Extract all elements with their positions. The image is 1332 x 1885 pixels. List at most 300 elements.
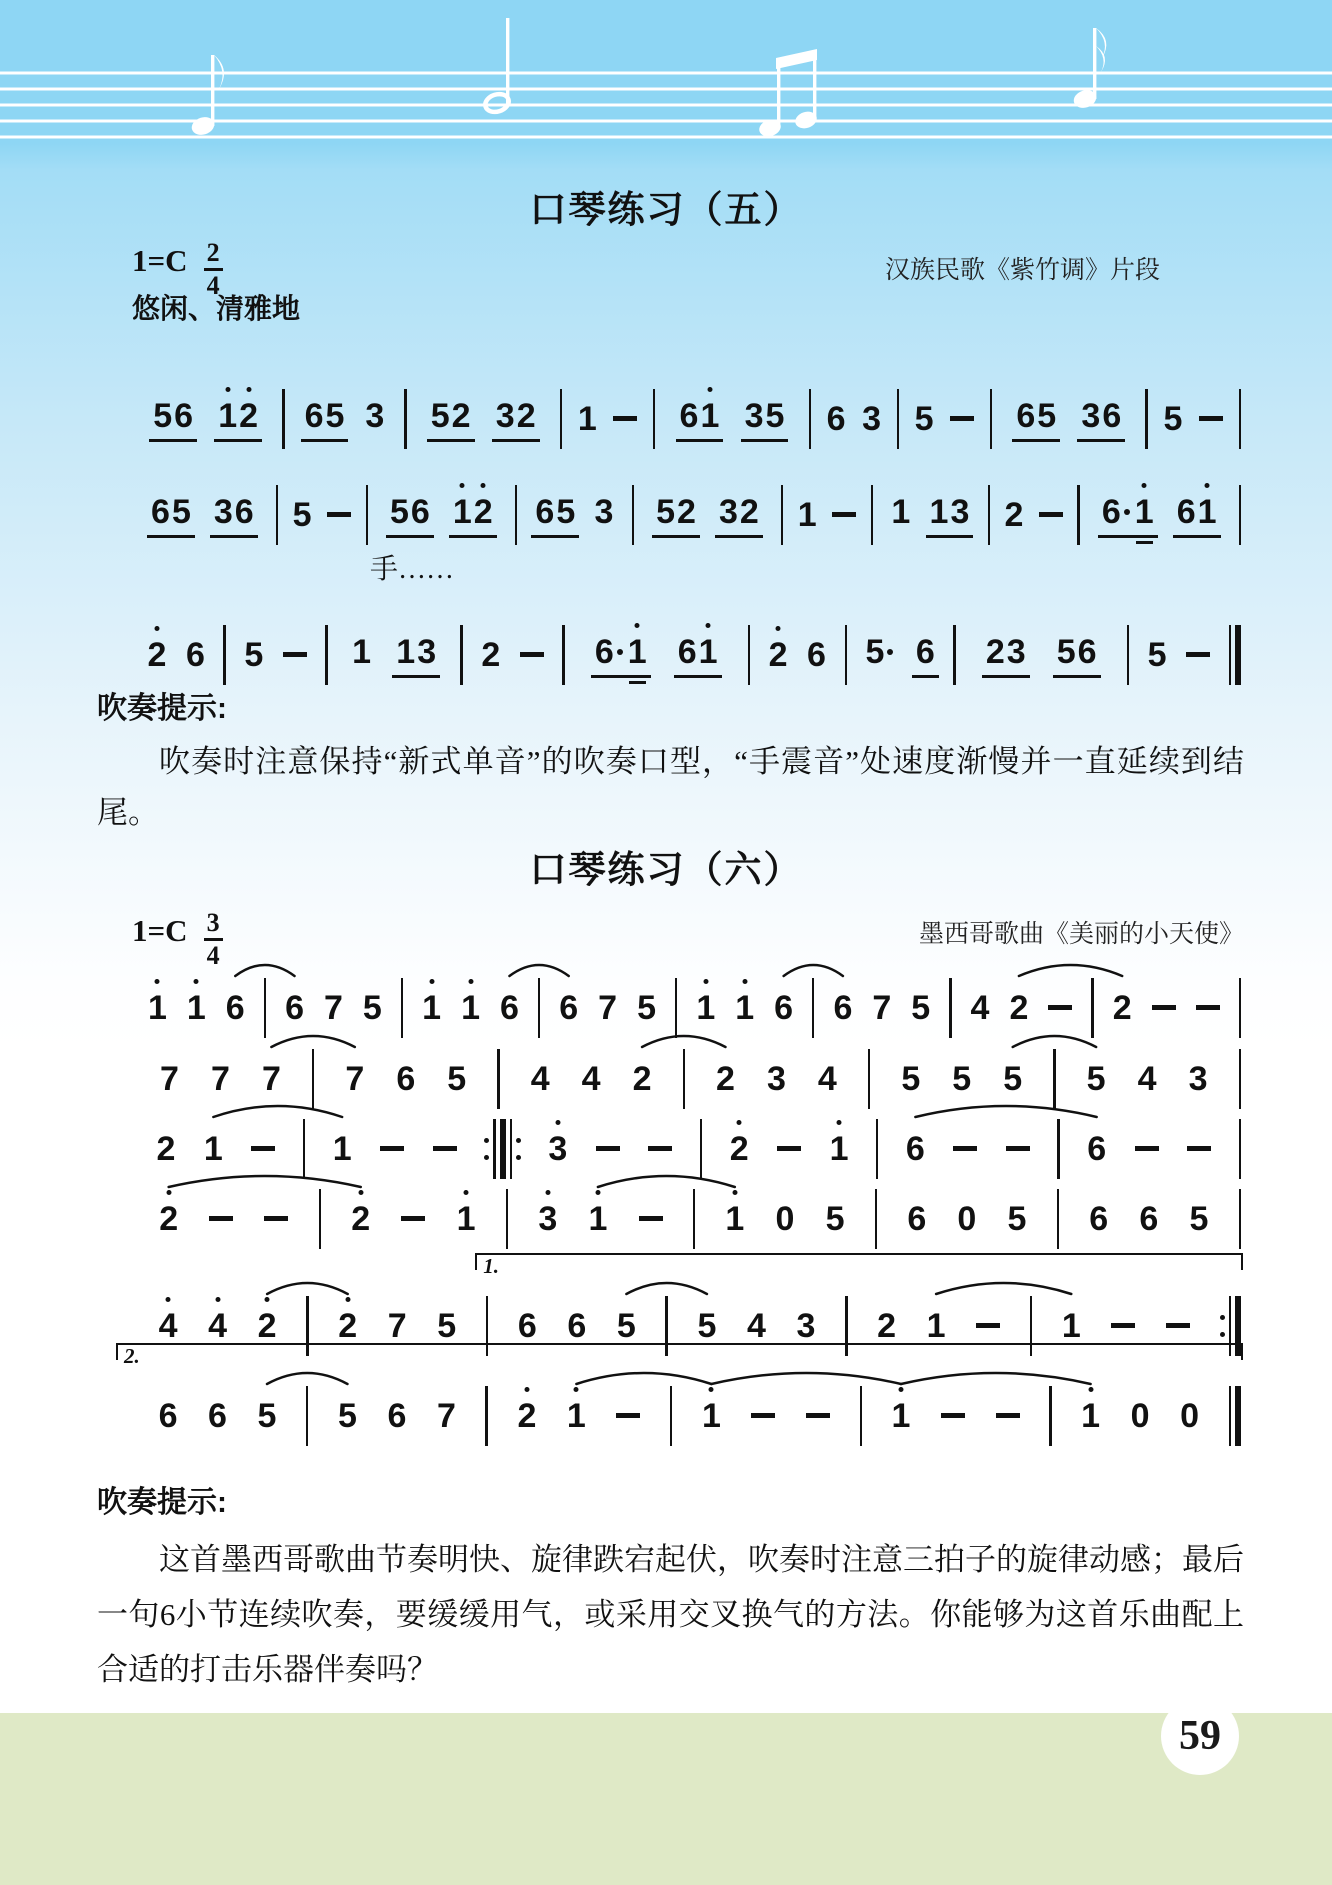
measure [863,1397,1048,1435]
dash-note [941,1413,965,1418]
beam-group [348,633,375,671]
notation-measures [130,1116,1242,1182]
note-digit: 1 [1061,1307,1081,1345]
bar-thin [1030,1296,1032,1356]
repeat-dots [484,1119,489,1179]
barline-single [1053,1049,1055,1109]
barline-single [875,1189,877,1249]
note-digit: 5 [914,400,934,438]
note-digit: 0 [1130,1397,1150,1435]
bar-thin [675,978,677,1038]
note [950,400,974,421]
beam-group [453,1200,480,1238]
note [1078,633,1097,671]
beam-group [1195,400,1227,421]
beam-group [1159,400,1186,438]
note-digit: 5 [244,636,264,674]
bar-thin [510,1119,512,1179]
beam-group [1085,1200,1112,1238]
beam-group [692,989,719,1027]
barline-single [282,389,284,449]
note-digit: 1 [725,1200,745,1238]
measure [227,636,325,674]
octave-dot [345,1297,350,1302]
note-digit: 6 [387,1397,407,1435]
beam-group [1035,496,1067,517]
note [531,1060,550,1098]
note-digit: 7 [872,989,892,1027]
barline-single [949,978,951,1038]
note-digit: 5 [1086,1060,1106,1098]
dash-note [613,416,637,421]
beam-group [323,496,355,517]
repeat-dots [1220,1296,1225,1356]
dot [516,1155,521,1160]
beam-group [771,1200,798,1238]
dash-note [976,1323,1000,1328]
bar-thin [1127,625,1129,685]
octave-dot [155,979,160,984]
beam-group [953,1200,980,1238]
barline-single [670,1386,672,1446]
beam-group [578,1060,605,1098]
bar-thick [500,1119,506,1179]
measure [993,397,1144,442]
note [548,1130,567,1168]
note [769,636,788,674]
measure [130,1397,305,1435]
beam-group [1083,1130,1110,1168]
beam-group [376,1130,408,1151]
note-digit: 5 [153,396,173,435]
note [826,1200,845,1238]
note-digit: 5 [637,989,656,1027]
beam-group [633,989,660,1027]
beam-group [887,493,914,531]
dash-note [327,512,351,517]
measure [130,1130,302,1168]
note [891,493,910,531]
note-digit: 6 [535,492,555,531]
beam-group [828,496,860,517]
note-digit: 2 [1004,496,1024,534]
note-digit: 6 [1101,492,1121,531]
dash-note [953,1146,977,1151]
beam-group [946,400,978,421]
note [865,633,896,671]
octave-dot [194,979,199,984]
bar-thin [871,485,873,545]
note-digit: 2 [985,632,1005,671]
volta-bracket [475,1253,1243,1278]
note-digit: 6 [1139,1200,1159,1238]
beam-group [477,636,504,674]
tie-arc [784,965,843,976]
note [1062,1307,1081,1345]
note [950,493,969,531]
note-digit: 6 [410,492,430,531]
note [396,1060,415,1098]
beam-group [823,400,850,438]
note [595,633,626,671]
page-number-badge [1161,1697,1239,1775]
note-digit: 5 [952,1060,972,1098]
bar-thin [700,1119,702,1179]
note-digit: 3 [718,492,738,531]
note [1166,1307,1190,1328]
exercise5-source: 汉族民歌《紫竹调》片段 [884,257,1160,284]
note [159,1397,178,1435]
bar-thin [460,625,462,685]
beam-group [384,1307,411,1345]
dash-note [264,1216,288,1221]
bar-thin [1077,485,1079,545]
note-digit: 3 [594,492,614,531]
measure [1095,989,1238,1027]
beamed-eighth-notes-icon [757,49,819,139]
note [159,1307,178,1345]
note-digit: 6 [915,632,935,671]
tie-arc [936,1283,1071,1294]
key-label: 1=C [132,913,188,948]
note-digit: 3 [950,492,970,531]
beam-group [144,636,171,674]
barline-single [1049,1386,1051,1446]
beam-group [629,1060,656,1098]
measure [489,1307,664,1345]
dot [516,1138,521,1143]
bar-thin [1239,1119,1241,1179]
octave-dot [732,1190,737,1195]
note [906,1130,925,1168]
beam-group [347,1200,374,1238]
bar-thin [1057,1189,1059,1249]
note-digit: 7 [436,1397,456,1435]
note [327,496,351,517]
note [716,1060,735,1098]
note [725,1200,744,1238]
barline-single [401,978,403,1038]
note-digit: 2 [473,492,493,531]
note [187,989,206,1027]
beam-group [911,400,938,438]
dash-note [832,512,856,517]
note [616,1397,640,1418]
barline-single [845,1296,847,1356]
volta-bracket [116,1343,1243,1368]
measure [1053,1397,1228,1435]
octave-dot [464,1190,469,1195]
note [1196,989,1220,1010]
note [953,1130,977,1151]
barline-single [319,1189,321,1249]
measure [669,1307,844,1345]
barline-single [990,389,992,449]
note [153,397,172,435]
note-digit: 7 [261,1060,281,1098]
note-digit: 0 [1180,1397,1200,1435]
beam-group [240,636,267,674]
beam-group [861,633,900,671]
note [251,1130,275,1151]
bar-thin [366,485,368,545]
note-digit: 1 [186,989,206,1027]
beam-group [949,1130,981,1151]
note [996,1397,1020,1418]
note [901,1060,920,1098]
barline-single [1239,978,1241,1038]
dash-note [520,652,544,657]
note-digit: 1 [1081,1397,1101,1435]
dash-note [950,416,974,421]
barline-repeat-end [1220,1296,1241,1356]
note-digit: 6 [158,1397,178,1435]
beam-group [635,1200,667,1221]
beam-group [152,1130,179,1168]
note-digit: 3 [213,492,233,531]
note [872,989,891,1027]
dash-note [1111,1323,1135,1328]
note [363,989,382,1027]
bar-thin [312,1049,314,1109]
bar-thin [693,1189,695,1249]
notation-line [130,386,1242,452]
beam-group [591,633,651,678]
beam-group [765,636,792,674]
measure [501,1060,682,1098]
note [595,493,614,531]
meter-fraction [204,909,223,970]
note [1180,1397,1199,1435]
beam-group [907,989,934,1027]
bar-thin [1229,1296,1231,1356]
note [1198,493,1217,531]
note [481,636,500,674]
bar-thin [665,1296,667,1356]
bar-thin [515,485,517,545]
bar-thin [538,978,540,1038]
note-digit: 5 [430,396,450,435]
beam-group [496,989,523,1027]
note [613,400,637,421]
tie-arc [267,1373,347,1384]
note-digit: 6 [1089,1200,1109,1238]
measure [130,636,222,674]
note [588,1200,607,1238]
note-digit: 4 [817,1060,837,1098]
beam-group [822,1200,849,1238]
measure [286,397,403,442]
note-digit: 6 [174,396,194,435]
note [517,397,536,435]
measure [784,496,869,534]
dot [1220,1315,1225,1320]
note-digit: 1 [452,492,472,531]
note-digit: 1 [1134,492,1154,531]
beam-group [674,633,722,678]
bar-thin [282,389,284,449]
measure [309,1397,484,1435]
beam-group [613,1307,640,1345]
beam-group [449,493,497,538]
bar-thin [1239,978,1241,1038]
beam-group [392,1060,419,1098]
exercise5-tempo: 悠闲、清雅地 [132,294,301,325]
beam-group [584,1200,611,1238]
note [1135,493,1154,531]
beam-group [982,633,1030,678]
notation-measures [130,482,1242,548]
beam-group [741,397,789,442]
note-digit: 5 [1056,632,1076,671]
meter-denominator: 4 [206,941,220,970]
beam-group [254,1307,281,1345]
note [380,1130,404,1151]
note [1016,397,1035,435]
octave-dot [707,387,712,392]
note [417,633,436,671]
beam-group [210,493,258,538]
bar-thin [670,1386,672,1446]
octave-dot [742,979,747,984]
beam-group [1176,1397,1203,1435]
note [1007,633,1026,671]
note [209,1200,233,1221]
tie-arc [169,1176,361,1187]
measure [130,1200,318,1238]
note [677,493,696,531]
note-digit: 1 [627,632,647,671]
notation-line [130,1046,1242,1112]
note [735,989,754,1027]
beam-group [341,1060,368,1098]
note [226,989,245,1027]
augmentation-dot [1124,509,1130,515]
note-digit: 5 [437,1307,457,1345]
barline-single [653,389,655,449]
note [1003,1060,1022,1098]
note [305,397,324,435]
note [457,1200,476,1238]
note [324,989,343,1027]
note-digit: 4 [158,1307,178,1345]
barline-single [485,1386,487,1446]
exercise5-lyric: 手…… [370,554,455,585]
beam-group [693,1307,720,1345]
note [567,1397,586,1435]
beam-group [155,1200,182,1238]
note [365,397,384,435]
beam-group [383,1397,410,1435]
beam-group [1044,989,1076,1010]
measure [953,989,1091,1027]
note [830,1130,849,1168]
beam-group [873,1307,900,1345]
tie-arc [213,1106,342,1117]
note [807,636,826,674]
note [818,1060,837,1098]
note-digit: 5 [825,1200,845,1238]
measure [751,636,843,674]
note-digit: 2 [156,1130,176,1168]
bar-thin [845,625,847,685]
beam-group [868,989,895,1027]
bar-thin [875,1189,877,1249]
note-digit: 6 [304,396,324,435]
measure [878,1200,1056,1238]
note [1037,397,1056,435]
note [1087,1130,1106,1168]
note [1189,1060,1208,1098]
tie-arc [901,1373,1091,1384]
dash-note [209,1216,233,1221]
beam-group [433,1397,460,1435]
note [326,397,345,435]
note [1102,493,1133,531]
beam-group [443,1060,470,1098]
note-digit: 5 [338,1397,357,1435]
bar-thin [506,1189,508,1249]
barline-single [1091,978,1093,1038]
beam-group [155,1397,182,1435]
bar-thin [319,1189,321,1249]
note-digit: 5 [697,1307,717,1345]
tie-arcs [130,1241,1242,1361]
dash-note [648,1146,672,1151]
beam-group [563,1307,590,1345]
note-digit: 2 [517,1397,537,1435]
beam-group [1182,636,1214,657]
beam-group [999,1060,1026,1098]
note-digit: 1 [701,1397,721,1435]
beam-group [858,400,885,438]
note [767,1060,786,1098]
dot [1220,1332,1225,1337]
bar-thin [845,1296,847,1356]
notation-measures [130,386,1242,452]
beam-group [155,1307,182,1345]
note-digit: 2 [481,636,501,674]
note [338,1307,357,1345]
note [745,397,764,435]
note-digit: 5 [1003,1060,1023,1098]
note-digit: 6 [396,1060,416,1098]
note [637,989,656,1027]
dash-note [433,1146,457,1151]
beam-group [457,989,484,1027]
note-digit: 2 [877,1307,897,1345]
exercise6-title: 口琴练习（六） [529,849,803,890]
barline-single [515,485,517,545]
note-digit: 3 [365,396,385,435]
barline-single [1077,485,1079,545]
note-digit: 6 [185,636,205,674]
note [1187,1130,1211,1151]
note [892,1397,911,1435]
note [700,397,719,435]
measure [871,1060,1052,1098]
exercise5-tip-text: 吹奏时注意保持“新式单音”的吹奏口型，“手震音”处速度渐慢并一直延续到结尾。 [97,744,1244,830]
beam-group [183,989,210,1027]
note-digit: 7 [323,989,343,1027]
note [648,1130,672,1151]
dash-note [380,1146,404,1151]
bar-thin [306,1386,308,1446]
note [264,1200,288,1221]
tie-arc [1019,965,1122,976]
note [1087,1060,1106,1098]
note [596,1130,620,1151]
